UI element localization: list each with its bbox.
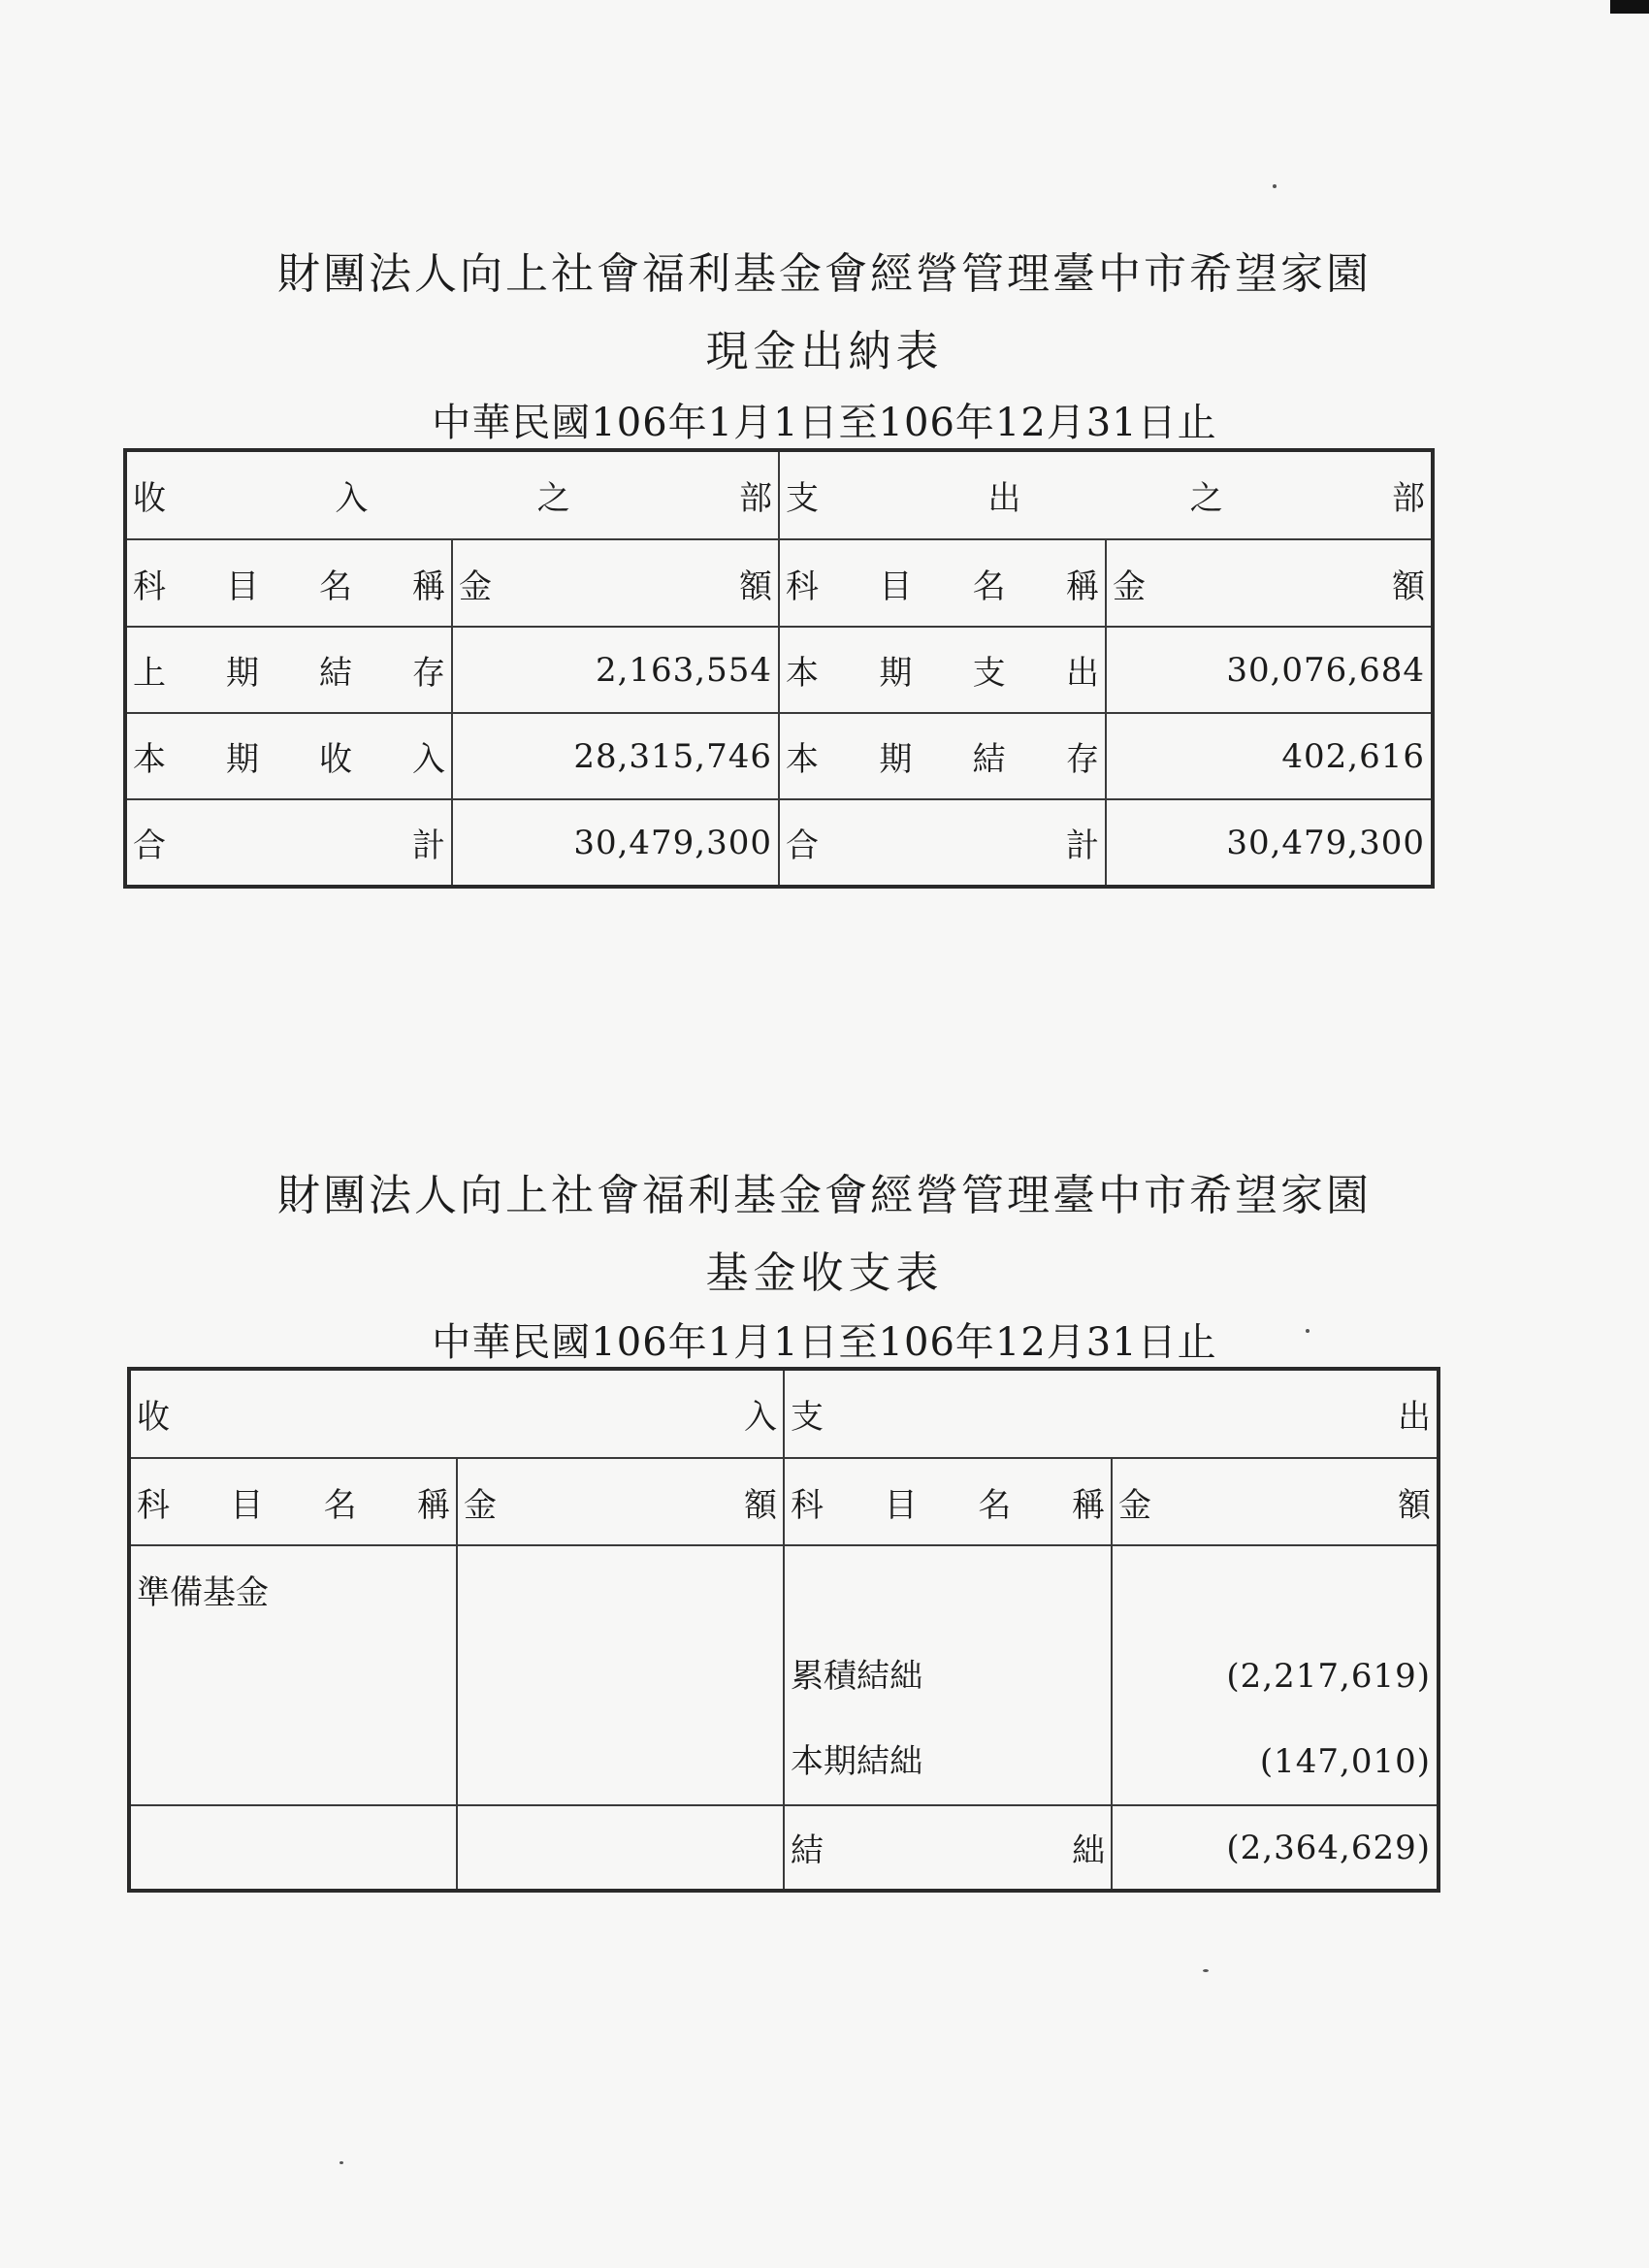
receipt-item-cell: 本 期 收 入 — [125, 713, 452, 799]
payment-item-column-header: 科 目 名 稱 — [779, 539, 1106, 627]
payments-section-header: 支 出 之 部 — [779, 450, 1433, 539]
organization-name: 財團法人向上社會福利基金會經營管理臺中市希望家園 — [277, 249, 1372, 299]
receipt-item-cell: 上 期 結 存 — [125, 627, 452, 713]
payment-total-label: 結 絀 — [784, 1805, 1112, 1891]
payment-total-amount: 30,479,300 — [1106, 799, 1433, 887]
scan-speck — [340, 2161, 343, 2164]
payment-item-cell: 本 期 結 存 — [779, 713, 1106, 799]
receipt-amount-column-header: 金 額 — [457, 1458, 784, 1545]
payment-total-amount: (2,364,629) — [1112, 1805, 1439, 1891]
receipts-section-header: 收 入 — [129, 1369, 784, 1458]
receipt-item-column-header: 科 目 名 稱 — [125, 539, 452, 627]
cash-statement-table — [123, 448, 1435, 889]
receipts-section-header: 收 入 之 部 — [125, 450, 779, 539]
receipt-total-label — [129, 1805, 457, 1891]
receipt-amount-cell: 2,163,554 — [452, 627, 779, 713]
receipt-total-amount — [457, 1805, 784, 1891]
payment-total-label: 合 計 — [779, 799, 1106, 887]
fund-statement-period: 中華民國106年1月1日至106年12月31日止 — [432, 1320, 1217, 1365]
receipt-total-label: 合 計 — [125, 799, 452, 887]
column-header-row — [129, 1458, 1439, 1545]
payment-amount-cell: 402,616 — [1106, 713, 1433, 799]
scan-speck — [1306, 1329, 1310, 1333]
payment-item-cell: 本 期 支 出 — [779, 627, 1106, 713]
payments-section-header: 支 出 — [784, 1369, 1439, 1458]
receipt-amount-cell: 28,315,746 — [452, 713, 779, 799]
table-header-row — [125, 450, 1433, 539]
scan-speck — [1273, 184, 1277, 188]
reserve-fund-label: 準備基金 — [137, 1573, 269, 1612]
payment-amount-column-header: 金 額 — [1112, 1458, 1439, 1545]
payment-amount-column-header: 金 額 — [1106, 539, 1433, 627]
receipt-total-amount: 30,479,300 — [452, 799, 779, 887]
payment-amount-cell — [1112, 1545, 1439, 1805]
scan-speck — [1203, 1969, 1209, 1972]
payment-item-column-header: 科 目 名 稱 — [784, 1458, 1112, 1545]
fund-statement-title: 基金收支表 — [705, 1248, 944, 1298]
scan-edge-mark — [1610, 0, 1649, 14]
cash-statement-period: 中華民國106年1月1日至106年12月31日止 — [432, 401, 1217, 445]
table-row — [125, 627, 1433, 713]
payment-amount-cell: 30,076,684 — [1106, 627, 1433, 713]
total-row — [125, 799, 1433, 887]
table-header-row — [129, 1369, 1439, 1458]
organization-name: 財團法人向上社會福利基金會經營管理臺中市希望家園 — [277, 1171, 1372, 1220]
receipt-item-cell — [129, 1545, 457, 1805]
total-row — [129, 1805, 1439, 1891]
table-row — [129, 1545, 1439, 1805]
accumulated-deficit-amount: (2,217,619) — [1226, 1657, 1431, 1696]
payment-item-cell — [784, 1545, 1112, 1805]
receipt-amount-column-header: 金 額 — [452, 539, 779, 627]
receipt-amount-cell — [457, 1545, 784, 1805]
current-deficit-amount: (147,010) — [1259, 1742, 1431, 1781]
column-header-row — [125, 539, 1433, 627]
fund-statement-table — [127, 1367, 1440, 1893]
receipt-item-column-header: 科 目 名 稱 — [129, 1458, 457, 1545]
current-deficit-label: 本期結絀 — [791, 1742, 922, 1781]
accumulated-deficit-label: 累積結絀 — [791, 1657, 922, 1696]
table-row — [125, 713, 1433, 799]
cash-statement-title: 現金出納表 — [705, 327, 944, 376]
